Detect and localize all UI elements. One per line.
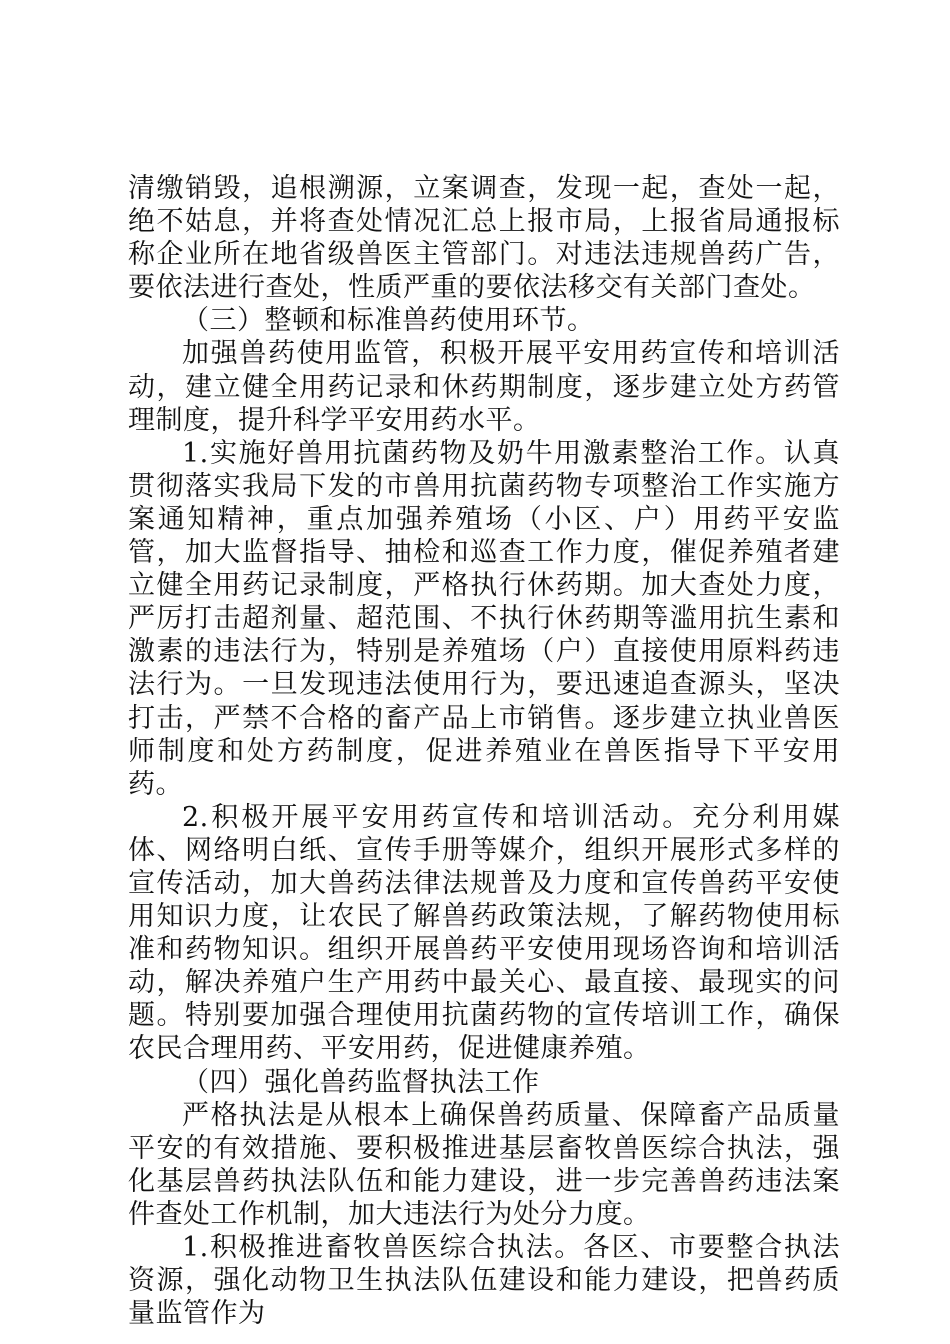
paragraph: 1.积极推进畜牧兽医综合执法。各区、市要整合执法资源，强化动物卫生执法队伍建设和能力建设，把兽药质量监管作为	[128, 1232, 840, 1330]
paragraph: 加强兽药使用监管，积极开展平安用药宣传和培训活动，建立健全用药记录和休药期制度，逐步建立处方药管理制度，提升科学平安用药水平。	[128, 338, 840, 436]
paragraph-continuation: 清缴销毁，追根溯源，立案调查，发现一起，查处一起，绝不姑息，并将查处情况汇总上报市局，上报省局通报标称企业所在地省级兽医主管部门。对违法违规兽药广告，要依法进行查处，性质严重的要依法移交有关部门查处。	[128, 173, 840, 304]
paragraph: 1.实施好兽用抗菌药物及奶牛用激素整治工作。认真贯彻落实我局下发的市兽用抗菌药物专项整治工作实施方案通知精神，重点加强养殖场（小区、户）用药平安监管，加大监督指导、抽检和巡查工作力度，催促养殖者建立健全用药记录制度，严格执行休药期。加大查处力度，严厉打击超剂量、超范围、不执行休药期等滥用抗生素和激素的违法行为，特别是养殖场（户）直接使用原料药违法行为。一旦发现违法使用行为，要迅速追查源头，坚决打击，严禁不合格的畜产品上市销售。逐步建立执业兽医师制度和处方药制度，促进养殖业在兽医指导下平安用药。	[128, 437, 840, 800]
section-heading-3: （三）整顿和标准兽药使用环节。	[182, 305, 595, 337]
document-body	[128, 172, 840, 1330]
paragraph: 严格执法是从根本上确保兽药质量、保障畜产品质量平安的有效措施、要积极推进基层畜牧兽医综合执法，强化基层兽药执法队伍和能力建设，进一步完善兽药违法案件查处工作机制，加大违法行为处分力度。	[128, 1099, 840, 1230]
section-heading-4: （四）强化兽药监督执法工作	[182, 1066, 540, 1098]
paragraph: 2.积极开展平安用药宣传和培训活动。充分利用媒体、网络明白纸、宣传手册等媒介，组织开展形式多样的宣传活动，加大兽药法律法规普及力度和宣传兽药平安使用知识力度，让农民了解兽药政策法规，了解药物使用标准和药物知识。组织开展兽药平安使用现场咨询和培训活动，解决养殖户生产用药中最关心、最直接、最现实的问题。特别要加强合理使用抗菌药物的宣传培训工作，确保农民合理用药、平安用药，促进健康养殖。	[128, 801, 840, 1065]
